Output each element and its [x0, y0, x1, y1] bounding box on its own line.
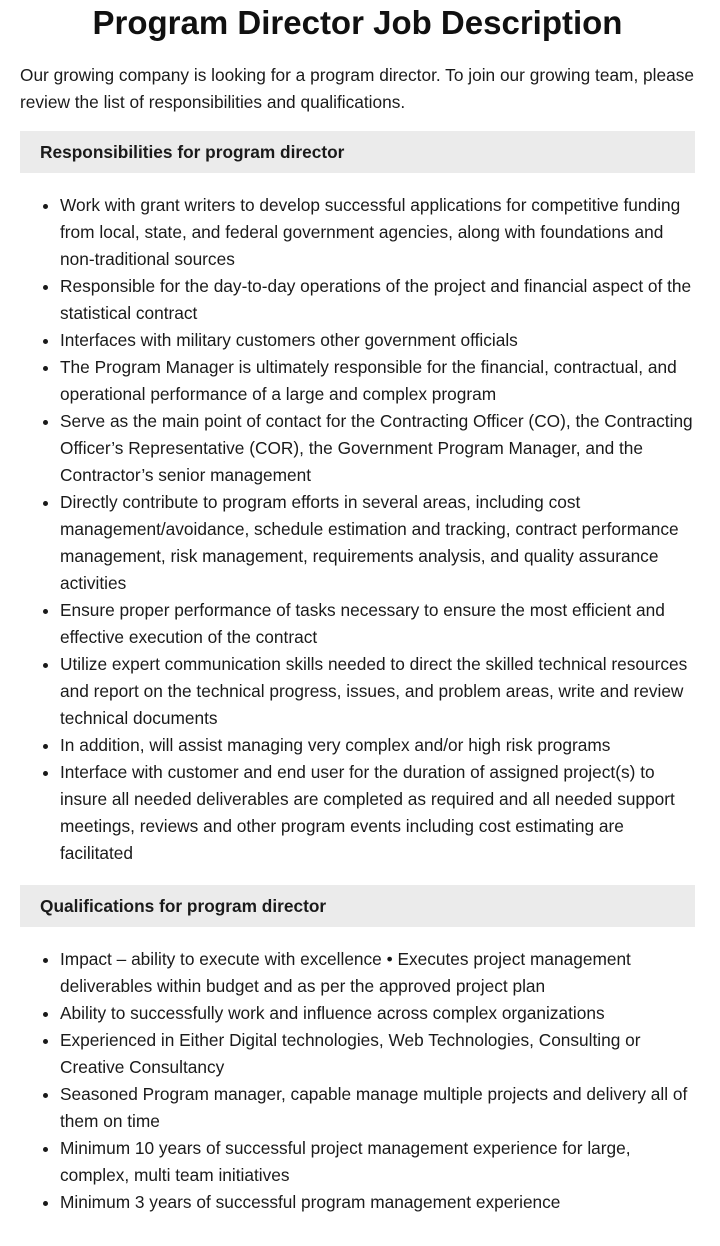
- intro-paragraph: Our growing company is looking for a program director. To join our growing team, please review the list of responsibilities and qualifications.: [20, 65, 694, 112]
- list-item: • Interfaces with military customers other government officials: [60, 327, 695, 354]
- list-item: • Directly contribute to program efforts in several areas, including cost management/avoidance, schedule estimation and tracking, contract performance management, risk management, requirements analysis, and quality assurance activities: [60, 489, 695, 597]
- list-item: • Experienced in Either Digital technologies, Web Technologies, Consulting or Creative Consultancy: [60, 1027, 695, 1081]
- list-item: • Minimum 3 years of successful program management experience: [60, 1189, 695, 1216]
- qualifications-heading: Qualifications for program director: [20, 885, 695, 927]
- list-item: • Responsible for the day-to-day operations of the project and financial aspect of the statistical contract: [60, 273, 695, 327]
- list-item: • Interface with customer and end user for the duration of assigned project(s) to insure all needed deliverables are completed as required and all needed support meetings, reviews and other program events including cost estimating are facilitated: [60, 759, 695, 867]
- list-item: • Utilize expert communication skills needed to direct the skilled technical resources and report on the technical progress, issues, and problem areas, write and review technical documents: [60, 651, 695, 732]
- qualifications-list: [20, 946, 695, 1216]
- responsibilities-list: [20, 192, 695, 867]
- list-item: • Ability to successfully work and influence across complex organizations: [60, 1000, 695, 1027]
- list-item: • The Program Manager is ultimately responsible for the financial, contractual, and operational performance of a large and complex program: [60, 354, 695, 408]
- responsibilities-heading: Responsibilities for program director: [20, 131, 695, 173]
- list-item: • Impact – ability to execute with excellence • Executes project management deliverables within budget and as per the approved project plan: [60, 946, 695, 1000]
- list-item: • Seasoned Program manager, capable manage multiple projects and delivery all of them on time: [60, 1081, 695, 1135]
- list-item: • Ensure proper performance of tasks necessary to ensure the most efficient and effective execution of the contract: [60, 597, 695, 651]
- list-item: • In addition, will assist managing very complex and/or high risk programs: [60, 732, 695, 759]
- page-title: Program Director Job Description: [92, 4, 623, 41]
- list-item: • Minimum 10 years of successful project management experience for large, complex, multi team initiatives: [60, 1135, 695, 1189]
- list-item: • Serve as the main point of contact for the Contracting Officer (CO), the Contracting Officer’s Representative (COR), the Government Program Manager, and the Contractor’s senior management: [60, 408, 695, 489]
- list-item: • Work with grant writers to develop successful applications for competitive funding from local, state, and federal government agencies, along with foundations and non-traditional sources: [60, 192, 695, 273]
